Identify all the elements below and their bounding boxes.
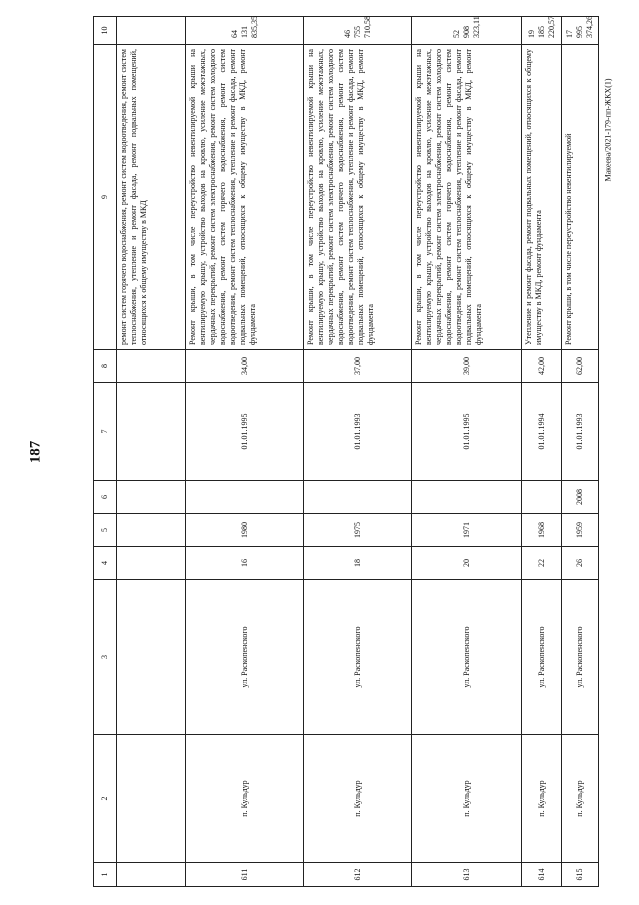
cost: 46 755 710,58 bbox=[304, 17, 412, 45]
table-row bbox=[522, 17, 562, 887]
privatization-date: 01.01.1994 bbox=[522, 383, 562, 481]
column-number: 5 bbox=[94, 514, 117, 547]
column-number: 2 bbox=[94, 735, 117, 863]
table-row bbox=[304, 17, 412, 887]
year-built: 1959 bbox=[562, 514, 599, 547]
privatization-date: 01.01.1995 bbox=[186, 383, 304, 481]
privatization-date: 01.01.1993 bbox=[562, 383, 599, 481]
column-number: 9 bbox=[94, 45, 117, 350]
year-reconstruction bbox=[412, 481, 522, 514]
house-number: 26 bbox=[562, 547, 599, 580]
year-built: 1980 bbox=[186, 514, 304, 547]
settlement: п. Кульдур bbox=[522, 735, 562, 863]
settlement: п. Кульдур bbox=[412, 735, 522, 863]
house-number: 20 bbox=[412, 547, 522, 580]
street: ул. Раскопенского bbox=[186, 580, 304, 735]
house-number: 22 bbox=[522, 547, 562, 580]
privatization-date: 01.01.1995 bbox=[412, 383, 522, 481]
table-row bbox=[186, 17, 304, 887]
works-description: Ремонт крыши, в том числе переустройство невентилируемой крыши на вентилируемую крышу, устройство выходов на кровлю, усиление межэтажных, чердачных перекрытий, ремонт систем электроснабжения, ремонт систем холодного водоснабжения, ремонт систем горячего водоснабжения, ремонт систем водоотведения, ремонт систем теплоснабжения, утепление и ремонт фасада, ремонт подвальных помещений, относящихся к общему имуществу в МКД, ремонт фундамента bbox=[304, 45, 412, 350]
wear-percent: 62,00 bbox=[562, 350, 599, 383]
works-description: Ремонт крыши, в том числе переустройство невентилируемой крыши на вентилируемую крышу, устройство выходов на кровлю, усиление межэтажных, чердачных перекрытий, ремонт систем электроснабжения, ремонт систем холодного водоснабжения, ремонт систем горячего водоснабжения, ремонт систем водоотведения, ремонт систем теплоснабжения, утепление и ремонт фасада, ремонт подвальных помещений, относящихся к общему имуществу в МКД, ремонт фундамента bbox=[412, 45, 522, 350]
column-number: 8 bbox=[94, 350, 117, 383]
column-number: 3 bbox=[94, 580, 117, 735]
wear-percent: 42,00 bbox=[522, 350, 562, 383]
cost: 19 185 220,57 bbox=[522, 17, 562, 45]
wear-percent: 39,00 bbox=[412, 350, 522, 383]
settlement: п. Кульдур bbox=[304, 735, 412, 863]
year-reconstruction: 2008 bbox=[562, 481, 599, 514]
column-number: 10 bbox=[94, 17, 117, 45]
column-number: 6 bbox=[94, 481, 117, 514]
housing-repair-table bbox=[93, 17, 593, 887]
house-number: 16 bbox=[186, 547, 304, 580]
cost: 17 995 374,26 bbox=[562, 17, 599, 45]
wear-percent: 37,00 bbox=[304, 350, 412, 383]
street: ул. Раскопенского bbox=[412, 580, 522, 735]
page-number: 187 bbox=[27, 440, 44, 464]
privatization-date: 01.01.1993 bbox=[304, 383, 412, 481]
street: ул. Раскопенского bbox=[304, 580, 412, 735]
cost: 52 908 323,11 bbox=[412, 17, 522, 45]
street: ул. Раскопенского bbox=[522, 580, 562, 735]
column-number: 1 bbox=[94, 863, 117, 887]
settlement: п. Кульдур bbox=[186, 735, 304, 863]
year-built: 1968 bbox=[522, 514, 562, 547]
table-row bbox=[562, 17, 599, 887]
house-number: 18 bbox=[304, 547, 412, 580]
continued-row bbox=[117, 17, 186, 887]
year-built: 1971 bbox=[412, 514, 522, 547]
year-reconstruction bbox=[522, 481, 562, 514]
works-description: Утепление и ремонт фасада, ремонт подвальных помещений, относящихся к общему имуществу в МКД, ремонт фундамента bbox=[522, 45, 562, 350]
settlement: п. Кульдур bbox=[562, 735, 599, 863]
document-code: Макеева/2021-179-пп-ЖКХ(1) bbox=[603, 78, 613, 182]
works-description: Ремонт крыши, в том числе переустройство невентилируемой крыши на вентилируемую крышу, устройство выходов на кровлю, усиление межэтажных, чердачных перекрытий, ремонт систем электроснабжения, ремонт систем холодного водоснабжения, ремонт систем горячего водоснабжения, ремонт систем водоотведения, ремонт систем теплоснабжения, утепление и ремонт фасада, ремонт подвальных помещений, относящихся к общему имуществу в МКД, ремонт фундамента bbox=[186, 45, 304, 350]
row-number: 611 bbox=[186, 863, 304, 887]
row-number: 614 bbox=[522, 863, 562, 887]
works-description: Ремонт крыши, в том числе переустройство невентилируемой bbox=[562, 45, 599, 350]
cost: 64 131 835,35 bbox=[186, 17, 304, 45]
works-description: ремонт систем горячего водоснабжения, ремонт систем водоотведения, ремонт систем теплоснабжения, утепление и ремонт фасада, ремонт подвальных помещений, относящихся к общему имуществу в МКД bbox=[117, 45, 186, 350]
year-reconstruction bbox=[304, 481, 412, 514]
year-built: 1975 bbox=[304, 514, 412, 547]
column-number-row bbox=[94, 17, 117, 887]
row-number: 612 bbox=[304, 863, 412, 887]
row-number: 615 bbox=[562, 863, 599, 887]
row-number: 613 bbox=[412, 863, 522, 887]
table-row bbox=[412, 17, 522, 887]
column-number: 4 bbox=[94, 547, 117, 580]
column-number: 7 bbox=[94, 383, 117, 481]
year-reconstruction bbox=[186, 481, 304, 514]
wear-percent: 34,00 bbox=[186, 350, 304, 383]
street: ул. Раскопенского bbox=[562, 580, 599, 735]
